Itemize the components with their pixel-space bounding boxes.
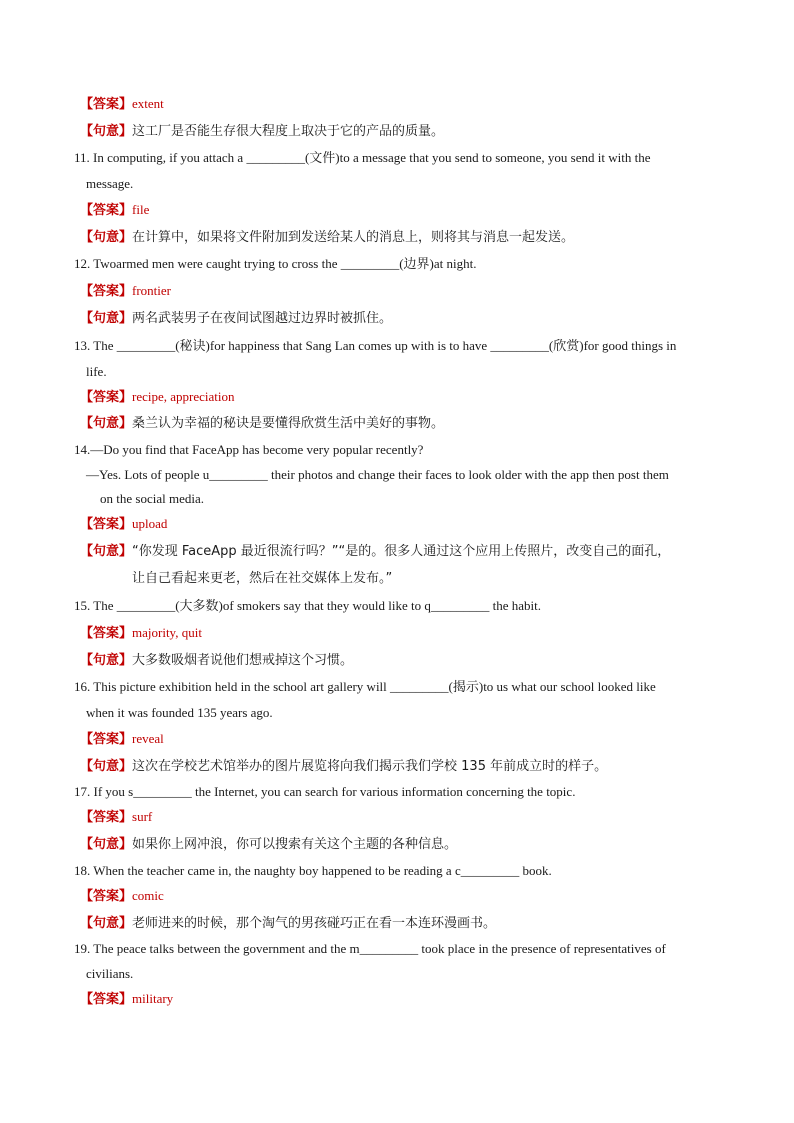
answer-tag: 【答案】 — [80, 284, 133, 299]
meaning-text: 这次在学校艺术馆举办的图片展览将向我们揭示我们学校 135 年前成立时的样子。 — [132, 759, 608, 774]
answer-text: majority, quit — [132, 625, 202, 640]
meaning-text: 桑兰认为幸福的秘诀是要懂得欣赏生活中美好的事物。 — [132, 416, 445, 431]
answer-tag: 【答案】 — [80, 97, 133, 112]
question-18 — [74, 863, 794, 879]
question-text: 11. In computing, if you attach a _________(文件)to a message that you send to someone, you send it with the — [74, 150, 651, 165]
answer-tag: 【答案】 — [80, 889, 133, 904]
meaning-tag: 【句意】 — [80, 416, 133, 431]
question-text: message. — [86, 176, 134, 191]
answer-line — [80, 389, 794, 406]
question-text: when it was founded 135 years ago. — [86, 705, 273, 720]
question-11 — [74, 150, 794, 166]
answer-line — [80, 731, 794, 748]
meaning-line — [80, 915, 794, 932]
meaning-line — [80, 415, 794, 432]
meaning-text: 让自己看起来更老，然后在社交媒体上发布。” — [132, 571, 393, 586]
answer-line — [80, 283, 794, 300]
meaning-tag: 【句意】 — [80, 759, 133, 774]
meaning-tag: 【句意】 — [80, 544, 133, 559]
answer-tag: 【答案】 — [80, 992, 133, 1007]
answer-line — [80, 96, 794, 113]
meaning-text: 如果你上网冲浪，你可以搜索有关这个主题的各种信息。 — [132, 837, 458, 852]
meaning-text: 在计算中，如果将文件附加到发送给某人的消息上，则将其与消息一起发送。 — [132, 230, 575, 245]
meaning-tag: 【句意】 — [80, 124, 133, 139]
question-text: life. — [86, 364, 107, 379]
answer-text: recipe, appreciation — [132, 389, 235, 404]
answer-text: reveal — [132, 731, 164, 746]
question-13 — [74, 338, 794, 354]
answer-text: upload — [132, 516, 168, 531]
answer-text: frontier — [132, 283, 171, 298]
question-text: 15. The _________(大多数)of smokers say that they would like to q_________ the habit. — [74, 598, 541, 613]
question-text: —Yes. Lots of people u_________ their photos and change their faces to look older with the app then post them — [86, 467, 669, 482]
question-text: 16. This picture exhibition held in the school art gallery will _________(揭示)to us what our school looked like — [74, 679, 656, 694]
answer-tag: 【答案】 — [80, 810, 133, 825]
question-14-cont — [100, 491, 794, 507]
question-16-cont — [86, 705, 794, 721]
meaning-line — [80, 758, 794, 775]
meaning-line — [80, 310, 794, 327]
question-text: on the social media. — [100, 491, 204, 506]
answer-line — [80, 809, 794, 826]
question-text: 13. The _________(秘诀)for happiness that Sang Lan comes up with is to have _________(欣赏)for good things in — [74, 338, 677, 353]
meaning-text: 大多数吸烟者说他们想戒掉这个习惯。 — [132, 653, 354, 668]
answer-line — [80, 991, 794, 1008]
answer-tag: 【答案】 — [80, 517, 133, 532]
question-14 — [74, 442, 794, 458]
meaning-tag: 【句意】 — [80, 653, 133, 668]
answer-line — [80, 516, 794, 533]
answer-text: surf — [132, 809, 153, 824]
meaning-text: 两名武装男子在夜间试图越过边界时被抓住。 — [132, 311, 393, 326]
answer-line — [80, 625, 794, 642]
question-text: 19. The peace talks between the government and the m_________ took place in the presence of representatives of — [74, 941, 666, 956]
answer-tag: 【答案】 — [80, 732, 133, 747]
meaning-line — [80, 652, 794, 669]
meaning-tag: 【句意】 — [80, 311, 133, 326]
meaning-text: 这工厂是否能生存很大程度上取决于它的产品的质量。 — [132, 124, 445, 139]
question-12 — [74, 256, 794, 272]
meaning-line — [80, 229, 794, 246]
meaning-line — [80, 836, 794, 853]
question-15 — [74, 598, 794, 614]
answer-text: extent — [132, 96, 164, 111]
answer-tag: 【答案】 — [80, 203, 133, 218]
answer-line — [80, 202, 794, 219]
question-14-reply — [86, 467, 794, 483]
question-text: civilians. — [86, 966, 134, 981]
question-17 — [74, 784, 794, 800]
answer-tag: 【答案】 — [80, 626, 133, 641]
meaning-text: 老师进来的时候，那个淘气的男孩碰巧正在看一本连环漫画书。 — [132, 916, 497, 931]
question-19 — [74, 941, 794, 957]
meaning-tag: 【句意】 — [80, 230, 133, 245]
meaning-tag: 【句意】 — [80, 837, 133, 852]
question-16 — [74, 679, 794, 695]
question-11-cont — [86, 176, 794, 192]
meaning-text: “你发现 FaceApp 最近很流行吗？”“是的。很多人通过这个应用上传照片，改变自己的面孔， — [132, 544, 671, 559]
question-text: 17. If you s_________ the Internet, you can search for various information concerning the topic. — [74, 784, 576, 799]
answer-text: file — [132, 202, 150, 217]
answer-tag: 【答案】 — [80, 390, 133, 405]
answer-text: military — [132, 991, 174, 1006]
meaning-tag: 【句意】 — [80, 916, 133, 931]
answer-line — [80, 888, 794, 905]
meaning-line — [80, 543, 794, 560]
meaning-line — [80, 123, 794, 140]
question-text: 12. Twoarmed men were caught trying to cross the _________(边界)at night. — [74, 256, 477, 271]
question-text: 14.—Do you find that FaceApp has become very popular recently? — [74, 442, 424, 457]
question-text: 18. When the teacher came in, the naughty boy happened to be reading a c_________ book. — [74, 863, 552, 878]
question-13-cont — [86, 364, 794, 380]
answer-text: comic — [132, 888, 164, 903]
meaning-line-cont — [132, 570, 794, 587]
question-19-cont — [86, 966, 794, 982]
